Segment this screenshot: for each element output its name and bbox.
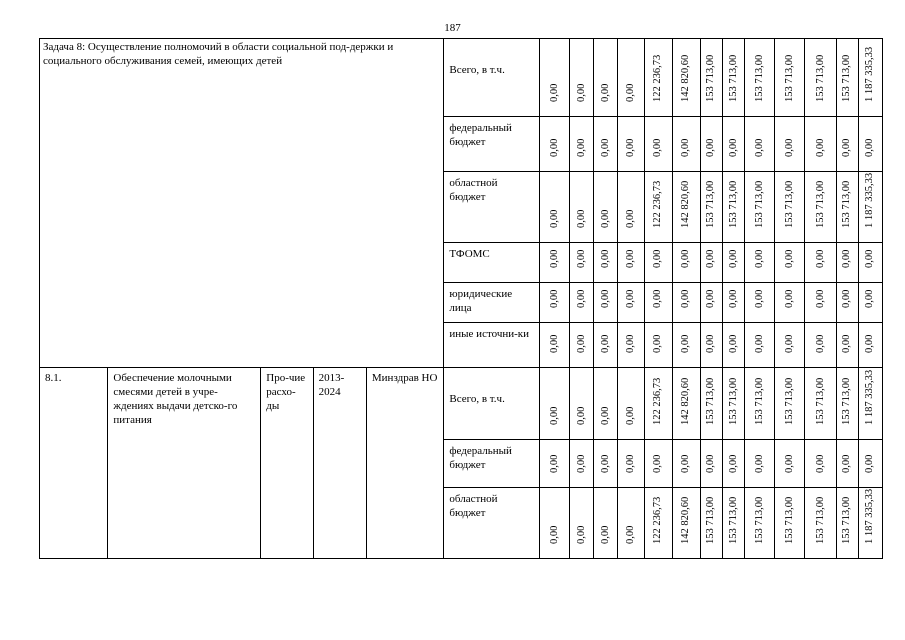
- value-cell: [805, 283, 836, 323]
- value-cell: [858, 172, 882, 243]
- value: 0,00: [680, 249, 692, 268]
- value: 0,00: [705, 454, 717, 473]
- value: 153 713,00: [814, 54, 826, 102]
- value-cell: [745, 368, 775, 440]
- value-cell: [570, 39, 594, 117]
- value: 0,00: [624, 83, 636, 102]
- value-cell: [594, 39, 618, 117]
- value: 0,00: [548, 138, 560, 157]
- value: 153 713,00: [783, 496, 795, 544]
- value: 0,00: [548, 209, 560, 228]
- value: 0,00: [624, 525, 636, 544]
- value: 153 713,00: [705, 180, 717, 228]
- value-cell: [618, 488, 644, 559]
- value-cell: [570, 488, 594, 559]
- value-cell: [836, 283, 858, 323]
- source-label-cell: [444, 172, 540, 243]
- value-cell: [700, 39, 722, 117]
- value: 0,00: [548, 334, 560, 353]
- value: 1 187 335,33: [864, 488, 876, 544]
- value-cell: [722, 323, 744, 368]
- value: 122 236,73: [652, 496, 664, 544]
- value-cell: [722, 39, 744, 117]
- value: 0,00: [783, 289, 795, 308]
- value: 0,00: [727, 334, 739, 353]
- value: 0,00: [548, 83, 560, 102]
- value: 0,00: [652, 249, 664, 268]
- source-label: областной бюджет: [449, 177, 498, 203]
- value: 1 187 335,33: [864, 46, 876, 102]
- value: 1 187 335,33: [864, 369, 876, 425]
- value-cell: [722, 243, 744, 283]
- value-cell: [618, 440, 644, 488]
- source-label: юридические лица: [449, 288, 513, 314]
- value: 0,00: [548, 289, 560, 308]
- value: 0,00: [624, 138, 636, 157]
- value: 0,00: [753, 138, 765, 157]
- value: 0,00: [624, 454, 636, 473]
- value-cell: [722, 172, 744, 243]
- value-cell: [858, 243, 882, 283]
- value-cell: [594, 243, 618, 283]
- value: 153 713,00: [753, 496, 765, 544]
- value-cell: [805, 172, 836, 243]
- value: 0,00: [548, 454, 560, 473]
- value-cell: [570, 117, 594, 172]
- value-cell: [836, 488, 858, 559]
- value: 0,00: [814, 138, 826, 157]
- value-cell: [805, 243, 836, 283]
- value-cell: [836, 39, 858, 117]
- value-cell: [805, 39, 836, 117]
- value-cell: [745, 323, 775, 368]
- value: 153 713,00: [814, 180, 826, 228]
- value-cell: [618, 117, 644, 172]
- value-cell: [722, 440, 744, 488]
- expense-type-cell: [261, 368, 313, 559]
- source-label-cell: [444, 39, 540, 117]
- value: 122 236,73: [652, 377, 664, 425]
- source-label: Всего, в т.ч.: [449, 393, 505, 405]
- value: 153 713,00: [705, 54, 717, 102]
- source-label: областной бюджет: [449, 493, 498, 519]
- value-cell: [618, 243, 644, 283]
- value: 153 713,00: [814, 496, 826, 544]
- source-label: иные источни-ки: [449, 328, 530, 340]
- value-cell: [745, 117, 775, 172]
- value-cell: [594, 172, 618, 243]
- value: 0,00: [783, 249, 795, 268]
- value: 0,00: [599, 209, 611, 228]
- value-cell: [745, 39, 775, 117]
- value-cell: [775, 323, 805, 368]
- value: 0,00: [575, 289, 587, 308]
- value-cell: [539, 283, 569, 323]
- value: 153 713,00: [753, 180, 765, 228]
- executor-cell: [366, 368, 444, 559]
- value-cell: [644, 440, 672, 488]
- value: 0,00: [841, 289, 853, 308]
- value: 153 713,00: [841, 54, 853, 102]
- value-cell: [722, 117, 744, 172]
- task-title: Задача 8: Осуществление полномочий в области социальной под-держки и социального обслуживания семей, имеющих детей: [43, 41, 394, 67]
- value: 0,00: [753, 334, 765, 353]
- value-cell: [644, 368, 672, 440]
- value: 0,00: [727, 454, 739, 473]
- value: 142 820,60: [680, 377, 692, 425]
- value: 153 713,00: [814, 377, 826, 425]
- value-cell: [858, 323, 882, 368]
- value-cell: [539, 39, 569, 117]
- value-cell: [836, 368, 858, 440]
- source-label-cell: [444, 243, 540, 283]
- value: 153 713,00: [705, 377, 717, 425]
- value-cell: [858, 39, 882, 117]
- value-cell: [618, 39, 644, 117]
- budget-table: [39, 38, 883, 559]
- value: 0,00: [652, 138, 664, 157]
- value: 0,00: [841, 138, 853, 157]
- value: 153 713,00: [841, 496, 853, 544]
- page-number: 187: [444, 22, 461, 34]
- value-cell: [700, 243, 722, 283]
- value: 0,00: [783, 138, 795, 157]
- value-cell: [539, 488, 569, 559]
- value-cell: [539, 323, 569, 368]
- value-cell: [805, 440, 836, 488]
- value-cell: [775, 488, 805, 559]
- value: 0,00: [753, 454, 765, 473]
- value: 153 713,00: [753, 377, 765, 425]
- value-cell: [672, 440, 700, 488]
- value-cell: [836, 117, 858, 172]
- value-cell: [644, 117, 672, 172]
- source-label-cell: [444, 368, 540, 440]
- value-cell: [570, 172, 594, 243]
- value: 153 713,00: [783, 180, 795, 228]
- value-cell: [618, 323, 644, 368]
- value: 0,00: [841, 334, 853, 353]
- value-cell: [672, 172, 700, 243]
- table-row: [40, 368, 883, 440]
- value: 0,00: [599, 138, 611, 157]
- value: 0,00: [599, 334, 611, 353]
- source-label-cell: [444, 117, 540, 172]
- value: 0,00: [652, 334, 664, 353]
- value-cell: [570, 323, 594, 368]
- value: 0,00: [814, 454, 826, 473]
- value: 0,00: [841, 249, 853, 268]
- source-label: федеральный бюджет: [449, 122, 512, 148]
- value-cell: [805, 117, 836, 172]
- value-cell: [672, 117, 700, 172]
- value: 0,00: [624, 289, 636, 308]
- value: 153 713,00: [783, 54, 795, 102]
- value: 142 820,60: [680, 54, 692, 102]
- value-cell: [672, 368, 700, 440]
- value-cell: [722, 283, 744, 323]
- value-cell: [836, 243, 858, 283]
- value: 0,00: [652, 289, 664, 308]
- value-cell: [570, 368, 594, 440]
- value-cell: [672, 39, 700, 117]
- value: 0,00: [575, 83, 587, 102]
- value-cell: [745, 440, 775, 488]
- value-cell: [618, 172, 644, 243]
- value: 0,00: [548, 525, 560, 544]
- value-cell: [805, 488, 836, 559]
- value: 0,00: [599, 289, 611, 308]
- value: 0,00: [624, 334, 636, 353]
- value: 1 187 335,33: [864, 172, 876, 228]
- value-cell: [594, 323, 618, 368]
- value: 0,00: [864, 334, 876, 353]
- value-cell: [672, 323, 700, 368]
- value: 0,00: [624, 406, 636, 425]
- value-cell: [722, 488, 744, 559]
- value-cell: [745, 488, 775, 559]
- source-label-cell: [444, 283, 540, 323]
- value: 0,00: [548, 249, 560, 268]
- period-cell: [313, 368, 366, 559]
- item-name-cell: [108, 368, 261, 559]
- value: 0,00: [705, 289, 717, 308]
- value-cell: [539, 243, 569, 283]
- value-cell: [858, 440, 882, 488]
- value: 142 820,60: [680, 180, 692, 228]
- value: 0,00: [705, 138, 717, 157]
- executor: Минздрав НО: [371, 372, 438, 384]
- value: 153 713,00: [841, 377, 853, 425]
- value-cell: [836, 440, 858, 488]
- value-cell: [700, 117, 722, 172]
- period: 2013-2024: [318, 372, 345, 398]
- value: 0,00: [599, 83, 611, 102]
- item-name: Обеспечение молочными смесями детей в учре-ждениях выдачи детско-го питания: [113, 372, 238, 426]
- value: 122 236,73: [652, 180, 664, 228]
- value: 0,00: [575, 334, 587, 353]
- value-cell: [594, 117, 618, 172]
- value: 0,00: [727, 138, 739, 157]
- value: 0,00: [624, 209, 636, 228]
- value-cell: [700, 323, 722, 368]
- value: 153 713,00: [727, 54, 739, 102]
- value: 0,00: [814, 289, 826, 308]
- source-label: ТФОМС: [449, 248, 490, 260]
- value: 153 713,00: [783, 377, 795, 425]
- value-cell: [745, 243, 775, 283]
- value-cell: [570, 283, 594, 323]
- value: 0,00: [599, 525, 611, 544]
- value-cell: [775, 368, 805, 440]
- value: 0,00: [864, 289, 876, 308]
- value: 0,00: [814, 249, 826, 268]
- value: 0,00: [548, 406, 560, 425]
- task-cell: [40, 39, 444, 368]
- item-number: 8.1.: [45, 372, 62, 384]
- value-cell: [700, 440, 722, 488]
- value-cell: [805, 323, 836, 368]
- value-cell: [644, 243, 672, 283]
- value: 0,00: [753, 289, 765, 308]
- value: 142 820,60: [680, 496, 692, 544]
- expense-type: Про-чие расхо-ды: [266, 372, 306, 412]
- value-cell: [672, 243, 700, 283]
- value: 153 713,00: [753, 54, 765, 102]
- value-cell: [700, 368, 722, 440]
- value: 0,00: [680, 289, 692, 308]
- value: 153 713,00: [727, 180, 739, 228]
- value-cell: [745, 283, 775, 323]
- value-cell: [836, 323, 858, 368]
- value: 0,00: [599, 454, 611, 473]
- source-label: федеральный бюджет: [449, 445, 512, 471]
- value-cell: [570, 440, 594, 488]
- value-cell: [775, 243, 805, 283]
- value-cell: [805, 368, 836, 440]
- value: 0,00: [575, 209, 587, 228]
- value-cell: [672, 488, 700, 559]
- value-cell: [539, 440, 569, 488]
- value: 0,00: [575, 525, 587, 544]
- source-label-cell: [444, 488, 540, 559]
- value: 0,00: [575, 249, 587, 268]
- value-cell: [858, 117, 882, 172]
- value-cell: [775, 117, 805, 172]
- source-label-cell: [444, 323, 540, 368]
- value: 153 713,00: [727, 377, 739, 425]
- value-cell: [539, 172, 569, 243]
- value: 0,00: [864, 138, 876, 157]
- value: 0,00: [783, 334, 795, 353]
- value-cell: [594, 440, 618, 488]
- value-cell: [745, 172, 775, 243]
- value-cell: [672, 283, 700, 323]
- value: 0,00: [727, 289, 739, 308]
- value: 0,00: [575, 138, 587, 157]
- source-label-cell: [444, 440, 540, 488]
- value-cell: [594, 283, 618, 323]
- value: 0,00: [841, 454, 853, 473]
- value-cell: [618, 283, 644, 323]
- value: 0,00: [814, 334, 826, 353]
- value-cell: [700, 283, 722, 323]
- value-cell: [722, 368, 744, 440]
- value-cell: [775, 39, 805, 117]
- value: 0,00: [705, 334, 717, 353]
- value: 0,00: [727, 249, 739, 268]
- value-cell: [644, 39, 672, 117]
- value: 0,00: [705, 249, 717, 268]
- table-row: [40, 39, 883, 117]
- value: 122 236,73: [652, 54, 664, 102]
- value: 153 713,00: [841, 180, 853, 228]
- value: 0,00: [680, 138, 692, 157]
- value: 0,00: [783, 454, 795, 473]
- value-cell: [539, 117, 569, 172]
- value-cell: [775, 440, 805, 488]
- value: 0,00: [864, 454, 876, 473]
- value-cell: [836, 172, 858, 243]
- value-cell: [700, 488, 722, 559]
- value: 0,00: [652, 454, 664, 473]
- value-cell: [858, 488, 882, 559]
- value-cell: [644, 283, 672, 323]
- value-cell: [644, 323, 672, 368]
- value-cell: [594, 488, 618, 559]
- value: 0,00: [680, 454, 692, 473]
- value-cell: [858, 283, 882, 323]
- value-cell: [858, 368, 882, 440]
- value: 0,00: [575, 406, 587, 425]
- value-cell: [775, 172, 805, 243]
- value: 153 713,00: [727, 496, 739, 544]
- value: 0,00: [599, 406, 611, 425]
- value-cell: [618, 368, 644, 440]
- value-cell: [775, 283, 805, 323]
- value: 0,00: [599, 249, 611, 268]
- value-cell: [570, 243, 594, 283]
- value-cell: [644, 488, 672, 559]
- value-cell: [594, 368, 618, 440]
- value: 0,00: [680, 334, 692, 353]
- value: 0,00: [575, 454, 587, 473]
- value: 153 713,00: [705, 496, 717, 544]
- source-label: Всего, в т.ч.: [449, 64, 505, 76]
- value-cell: [644, 172, 672, 243]
- value: 0,00: [864, 249, 876, 268]
- value-cell: [539, 368, 569, 440]
- value: 0,00: [753, 249, 765, 268]
- value: 0,00: [624, 249, 636, 268]
- item-number-cell: [40, 368, 108, 559]
- value-cell: [700, 172, 722, 243]
